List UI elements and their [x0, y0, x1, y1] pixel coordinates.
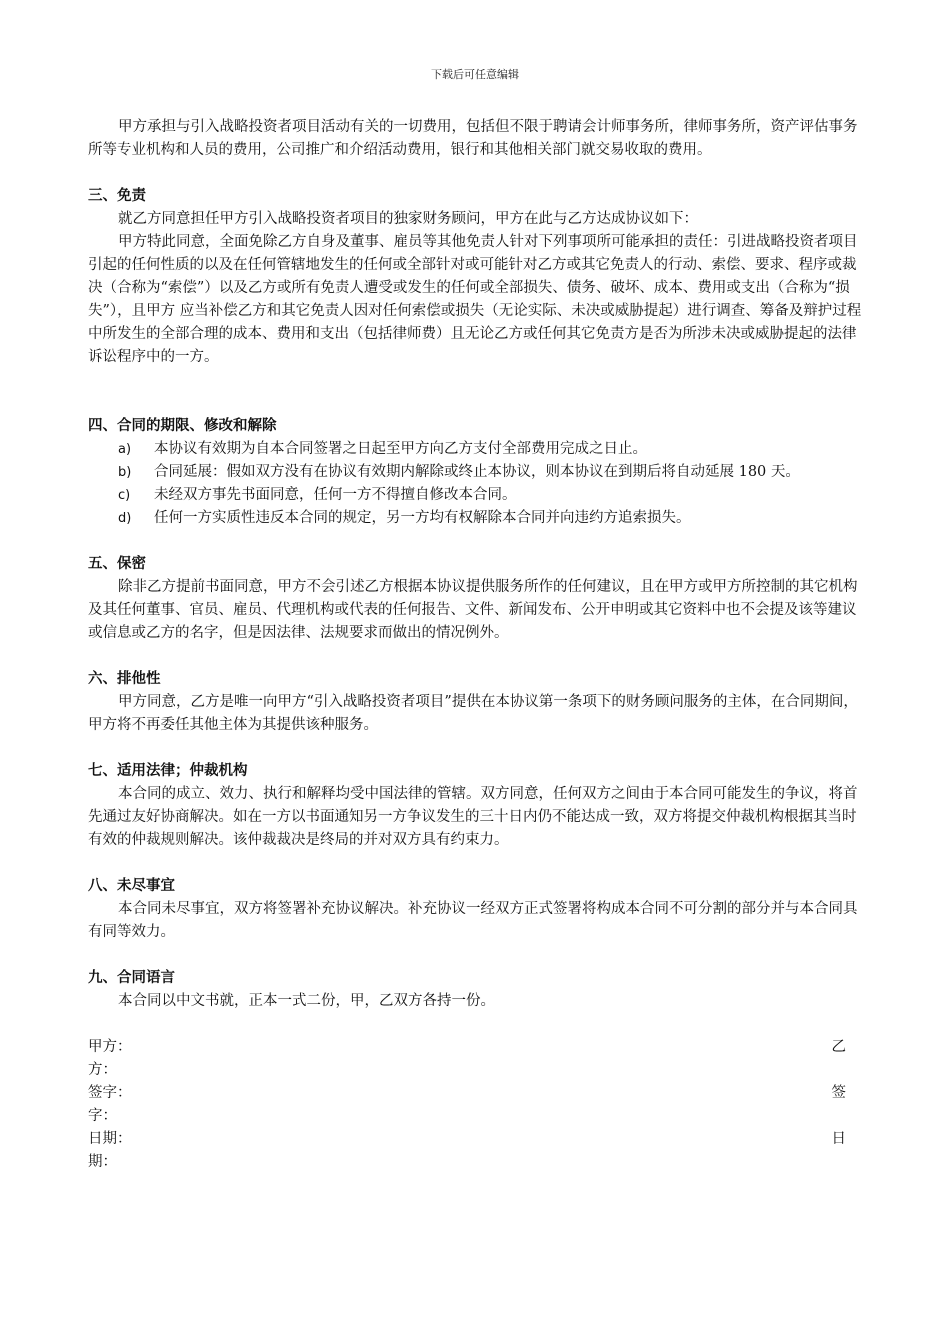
party-a-label: 甲方：	[88, 1039, 132, 1055]
section-title: 四、合同的期限、修改和解除	[88, 418, 277, 434]
section-paragraph: 甲方特此同意，全面免除乙方自身及董事、雇员等其他免责人针对下列事项所可能承担的责任：引进战略投资者项目引起的任何性质的以及在任何管辖地发生的任何或全部针对或可能针对乙方或其它免责人的行动、索偿、要求、程序或裁决（合称为“索偿”）以及乙方或所有免责人遭受或发生的任何或全部损失、债务、破坏、成本、费用或支出（合称为“损失”），且甲方 应当补偿乙方和其它免责人因对任何索偿或损失（无论实际、未决或威胁提起）进行调查、筹备及辩护过程中所发生的全部合理的成本、费用和支出（包括律师费）且无论乙方或任何其它免责方是否为所涉未决或威胁提起的法律诉讼程序中的一方。	[88, 234, 862, 365]
page-header-note: 下载后可任意编辑	[431, 68, 519, 81]
list-item-label: a)	[118, 442, 132, 457]
party-b-label: 乙	[831, 1039, 846, 1055]
party-a-date-label: 日期：	[88, 1131, 132, 1147]
section-language	[88, 967, 866, 1013]
list-item	[88, 507, 866, 530]
party-b-sign-label-wrap: 字：	[88, 1108, 117, 1124]
party-b-sign-label: 签	[831, 1085, 846, 1101]
section-paragraph: 本合同以中文书就，正本一式二份，甲，乙双方各持一份。	[118, 993, 495, 1009]
section-paragraph: 本合同未尽事宜，双方将签署补充协议解决。补充协议一经双方正式签署将构成本合同不可分割的部分并与本合同具有同等效力。	[88, 901, 858, 940]
party-b-label-wrap: 方：	[88, 1062, 117, 1078]
section-confidentiality	[88, 553, 866, 645]
section-exemption	[88, 185, 866, 369]
signature-row-party	[88, 1036, 866, 1082]
list-item-label: b)	[118, 465, 132, 480]
section-paragraph: 本合同的成立、效力、执行和解释均受中国法律的管辖。双方同意，任何双方之间由于本合同可能发生的争议，将首先通过友好协商解决。如在一方以书面通知另一方争议发生的三十日内仍不能达成一致，双方将提交仲裁机构根据其当时有效的仲裁规则解决。该仲裁裁决是终局的并对双方具有约束力。	[88, 786, 858, 848]
list-item-text: 任何一方实质性违反本合同的规定，另一方均有权解除本合同并向违约方追索损失。	[154, 510, 691, 526]
list-item-label: c)	[118, 488, 131, 503]
section-paragraph: 就乙方同意担任甲方引入战略投资者项目的独家财务顾问，甲方在此与乙方达成协议如下：	[118, 211, 698, 227]
signature-block	[88, 1036, 866, 1174]
list-item	[88, 438, 866, 461]
section-governing-law	[88, 760, 866, 852]
section-other-matters	[88, 875, 866, 944]
list-item-text: 本协议有效期为自本合同签署之日起至甲方向乙方支付全部费用完成之日止。	[154, 441, 647, 457]
signature-row-sign	[88, 1082, 866, 1128]
intro-paragraph: 甲方承担与引入战略投资者项目活动有关的一切费用，包括但不限于聘请会计师事务所，律师事务所，资产评估事务所等专业机构和人员的费用，公司推广和介绍活动费用，银行和其他相关部门就交易收取的费用。	[88, 119, 858, 158]
section-title: 六、排他性	[88, 671, 161, 687]
section-term	[88, 415, 866, 530]
section-title: 八、未尽事宜	[88, 878, 175, 894]
section-title: 九、合同语言	[88, 970, 175, 986]
section-title: 五、保密	[88, 556, 146, 572]
party-b-date-label: 日	[831, 1131, 846, 1147]
section-title: 三、免责	[88, 188, 146, 204]
list-item-text: 合同延展：假如双方没有在协议有效期内解除或终止本协议，则本协议在到期后将自动延展 180 天。	[154, 464, 800, 480]
list-item-label: d)	[118, 511, 132, 526]
list-item	[88, 461, 866, 484]
section-paragraph: 除非乙方提前书面同意，甲方不会引述乙方根据本协议提供服务所作的任何建议，且在甲方或甲方所控制的其它机构及其任何董事、官员、雇员、代理机构或代表的任何报告、文件、新闻发布、公开申明或其它资料中也不会提及该等建议或信息或乙方的名字，但是因法律、法规要求而做出的情况例外。	[88, 579, 858, 641]
section-title: 七、适用法律；仲裁机构	[88, 763, 248, 779]
list-item-text: 未经双方事先书面同意，任何一方不得擅自修改本合同。	[154, 487, 517, 503]
section-exclusivity	[88, 668, 866, 737]
signature-row-date	[88, 1128, 866, 1174]
section-paragraph: 甲方同意，乙方是唯一向甲方“引入战略投资者项目”提供在本协议第一条项下的财务顾问服务的主体，在合同期间，甲方将不再委任其他主体为其提供该种服务。	[88, 694, 858, 733]
contract-body	[88, 116, 866, 1174]
list-item	[88, 484, 866, 507]
party-a-sign-label: 签字：	[88, 1085, 132, 1101]
party-b-date-label-wrap: 期：	[88, 1154, 117, 1170]
